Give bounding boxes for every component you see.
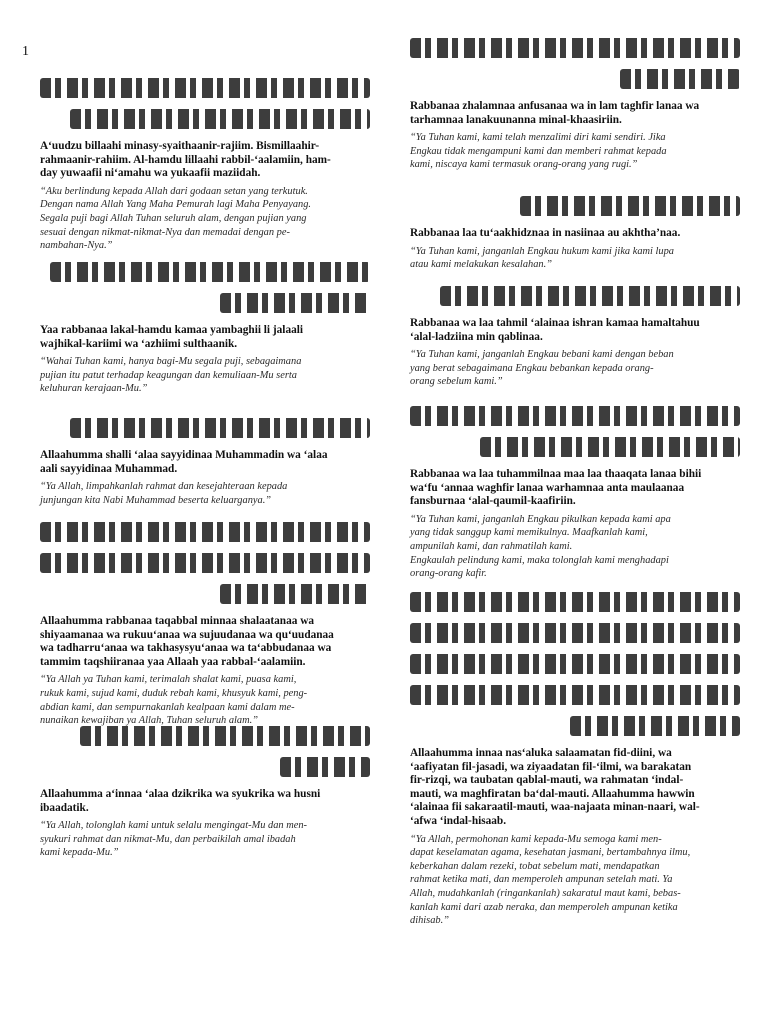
translation [40,185,380,253]
prayer-block-1 [40,78,380,253]
translation-line: yang tidak sanggup kami memikulnya. Maafkanlah kami, [410,527,648,539]
transliteration-line: fir-rizqi, wa taubatan qablal-mauti, wa rahmatan ‘indal- [410,774,684,787]
transliteration-line: Allaahumma innaa nas‘aluka salaamatan fid-diini, wa [410,747,672,759]
translation-line: abdian kami, dan sempurnakanlah kealpaan kami dalam me- [40,701,295,713]
transliteration-line: A‘uudzu billaahi minasy-syaithaanir-rajiim. Bismillaahir- [40,140,320,152]
translation-line: Segala puji bagi Allah Tuhan seluruh alam, dengan pujian yang [40,212,307,224]
translation-line: nunaikan kewajiban ya Allah, Tuhan seluruh alam.” [40,715,259,727]
transliteration-line: ‘aafiyatan fil-jasadi, wa ziyaadatan fil-‘ilmi, wa barakatan [410,760,692,773]
arabic-calligraphy [410,196,750,216]
transliteration-line: mauti, wa maghfiratan ba‘dal-mauti. Allaahumma hawwin [410,787,695,800]
translation-line: kami kepada-Mu.” [40,847,119,859]
prayer-block-6 [410,38,750,172]
translation-line: sesuai dengan nikmat-nikmat-Nya dan memadai dengan pe- [40,226,290,238]
transliteration-line: Allaahumma a‘innaa ‘alaa dzikrika wa syukrika wa husni [40,788,321,800]
prayer-block-8 [410,286,750,389]
transliteration-line: ‘alainaa fii sakaraatil-mauti, waa-najaata minan-naari, wal- [410,801,700,814]
transliteration-line: fansburnaa ‘alal-qaumil-kaafiriin. [410,495,576,508]
transliteration [410,100,750,127]
transliteration-line: ibaadatik. [40,801,89,814]
translation-line: Engkaulah pelindung kami, maka tolonglah kami menghadapi [410,554,669,566]
translation-line: ampunilah kami, dan rahmatilah kami. [410,540,573,552]
translation-line: “Ya Tuhan kami, kami telah menzalimi diri kami sendiri. Jika [410,132,666,144]
transliteration-line: wa‘fu ‘annaa waghfir lanaa warhamnaa anta maulaanaa [410,481,685,494]
prayer-block-7 [410,196,750,272]
transliteration-line: shiyaamanaa wa rukuu‘anaa wa sujuudanaa wa qu‘uudanaa [40,628,334,641]
prayer-block-9 [410,406,750,581]
translation-line: syukuri rahmat dan nikmat-Mu, dan perbaikilah amal ibadah [40,833,296,845]
translation [40,480,380,507]
prayer-block-2 [40,262,380,396]
transliteration [410,317,750,344]
translation-line: nambahan-Nya.” [40,240,113,252]
translation-line: rahmat ketika mati, dan memperoleh ampunan setelah mati. Ya [410,874,673,886]
translation-line: “Ya Tuhan kami, janganlah Engkau bebani kami dengan beban [410,349,674,361]
translation [40,355,380,396]
translation-line: atau kami melakukan kesalahan.” [410,259,552,271]
transliteration-line: ‘afwa ‘indal-hisaab. [410,814,507,827]
transliteration-line: Rabbanaa zhalamnaa anfusanaa wa in lam taghfir lanaa wa [410,100,700,112]
translation-line: keberkahan dalam rezeki, tobat sebelum mati, mendapatkan [410,860,660,872]
page-number: 1 [22,44,29,59]
arabic-calligraphy [40,78,380,129]
arabic-calligraphy [40,726,380,777]
translation [410,245,750,272]
transliteration [40,140,380,181]
arabic-calligraphy [410,406,750,457]
translation-line: dapat keselamatan agama, kesehatan jasmani, bertambahnya ilmu, [410,847,691,859]
transliteration [40,788,380,815]
arabic-calligraphy [410,38,750,89]
translation [40,819,380,860]
transliteration-line: ‘alal-ladziina min qablinaa. [410,330,543,343]
transliteration-line: day yuwaafii ni‘amahu wa yukaafii maziidah. [40,167,261,180]
translation-line: Allah, mudahkanlah (ringankanlah) sakaratul maut kami, bebas- [410,887,681,899]
transliteration-line: tammim taqshiiranaa yaa Allaah yaa rabbal-‘aalamiin. [40,655,306,668]
transliteration-line: wajhikal-kariimi wa ‘azhiimi sulthaanik. [40,337,238,350]
translation-line: “Ya Tuhan kami, janganlah Engkau hukum kami jika kami lupa [410,245,674,257]
prayer-block-5 [40,726,380,860]
translation-line: “Ya Allah, tolonglah kami untuk selalu mengingat-Mu dan men- [40,820,307,832]
translation-line: yang berat sebagaimana Engkau bebankan kepada orang- [410,362,654,374]
arabic-calligraphy [40,522,380,604]
transliteration-line: Rabbanaa laa tu‘aakhidznaa in nasiinaa au akhtha’naa. [410,227,681,239]
translation-line: “Ya Allah, limpahkanlah rahmat dan kesejahteraan kepada [40,481,288,493]
translation [410,833,750,928]
translation-line: kanlah kami dari azab neraka, dan memperoleh ampunan ketika [410,901,678,913]
prayer-block-3 [40,418,380,507]
arabic-calligraphy [40,418,380,438]
transliteration-line: Allaahumma shalli ‘alaa sayyidinaa Muhammadin wa ‘alaa [40,449,328,461]
translation [40,673,380,727]
translation-line: Dengan nama Allah Yang Maha Pemurah lagi Maha Penyayang. [40,199,311,211]
translation-line: “Ya Tuhan kami, janganlah Engkau pikulkan kepada kami apa [410,513,671,525]
arabic-calligraphy [410,592,750,736]
transliteration [40,615,380,669]
translation-line: dihisab.” [410,915,449,927]
transliteration-line: Rabbanaa wa laa tuhammilnaa maa laa thaaqata lanaa bihii [410,468,702,480]
translation-line: “Ya Allah ya Tuhan kami, terimalah shalat kami, puasa kami, [40,674,297,686]
translation-line: junjungan kita Nabi Muhammad beserta keluarganya.” [40,494,272,506]
transliteration-line: wa tadharru‘anaa wa takhasysyu‘anaa wa ta‘abbudanaa wa [40,642,332,655]
transliteration-line: Rabbanaa wa laa tahmil ‘alainaa ishran kamaa hamaltahuu [410,317,700,329]
arabic-calligraphy [40,262,380,313]
transliteration-line: Yaa rabbanaa lakal-hamdu kamaa yambaghii li jalaali [40,324,304,336]
transliteration [40,324,380,351]
translation-line: orang-orang kafir. [410,568,487,580]
transliteration [410,468,750,509]
transliteration [40,449,380,476]
transliteration-line: aali sayyidinaa Muhammad. [40,462,178,475]
prayer-block-10 [410,592,750,928]
translation-line: orang sebelum kami.” [410,376,503,388]
transliteration [410,227,750,241]
translation-line: Engkau tidak mengampuni kami dan memberi rahmat kepada [410,145,667,157]
translation-line: “Wahai Tuhan kami, hanya bagi-Mu segala puji, sebagaimana [40,356,302,368]
translation-line: keluhuran kerajaan-Mu.” [40,383,148,395]
transliteration-line: Allaahumma rabbanaa taqabbal minnaa shalaatanaa wa [40,615,315,627]
translation [410,513,750,581]
translation-line: kami, niscaya kami termasuk orang-orang yang rugi.” [410,159,638,171]
arabic-calligraphy [410,286,750,306]
translation-line: “Aku berlindung kepada Allah dari godaan setan yang terkutuk. [40,185,308,197]
transliteration-line: rahmaanir-rahiim. Al-hamdu lillaahi rabbil-‘aalamiin, ham- [40,153,331,166]
translation-line: pujian itu patut terhadap keagungan dan kemuliaan-Mu serta [40,369,297,381]
transliteration [410,747,750,829]
prayer-block-4 [40,522,380,728]
translation [410,348,750,389]
transliteration-line: tarhamnaa lanakuunanna minal-khaasiriin. [410,113,622,126]
translation-line: rukuk kami, sujud kami, duduk rebah kami, khusyuk kami, peng- [40,687,308,699]
translation [410,131,750,172]
translation-line: “Ya Allah, permohonan kami kepada-Mu semoga kami men- [410,833,662,845]
